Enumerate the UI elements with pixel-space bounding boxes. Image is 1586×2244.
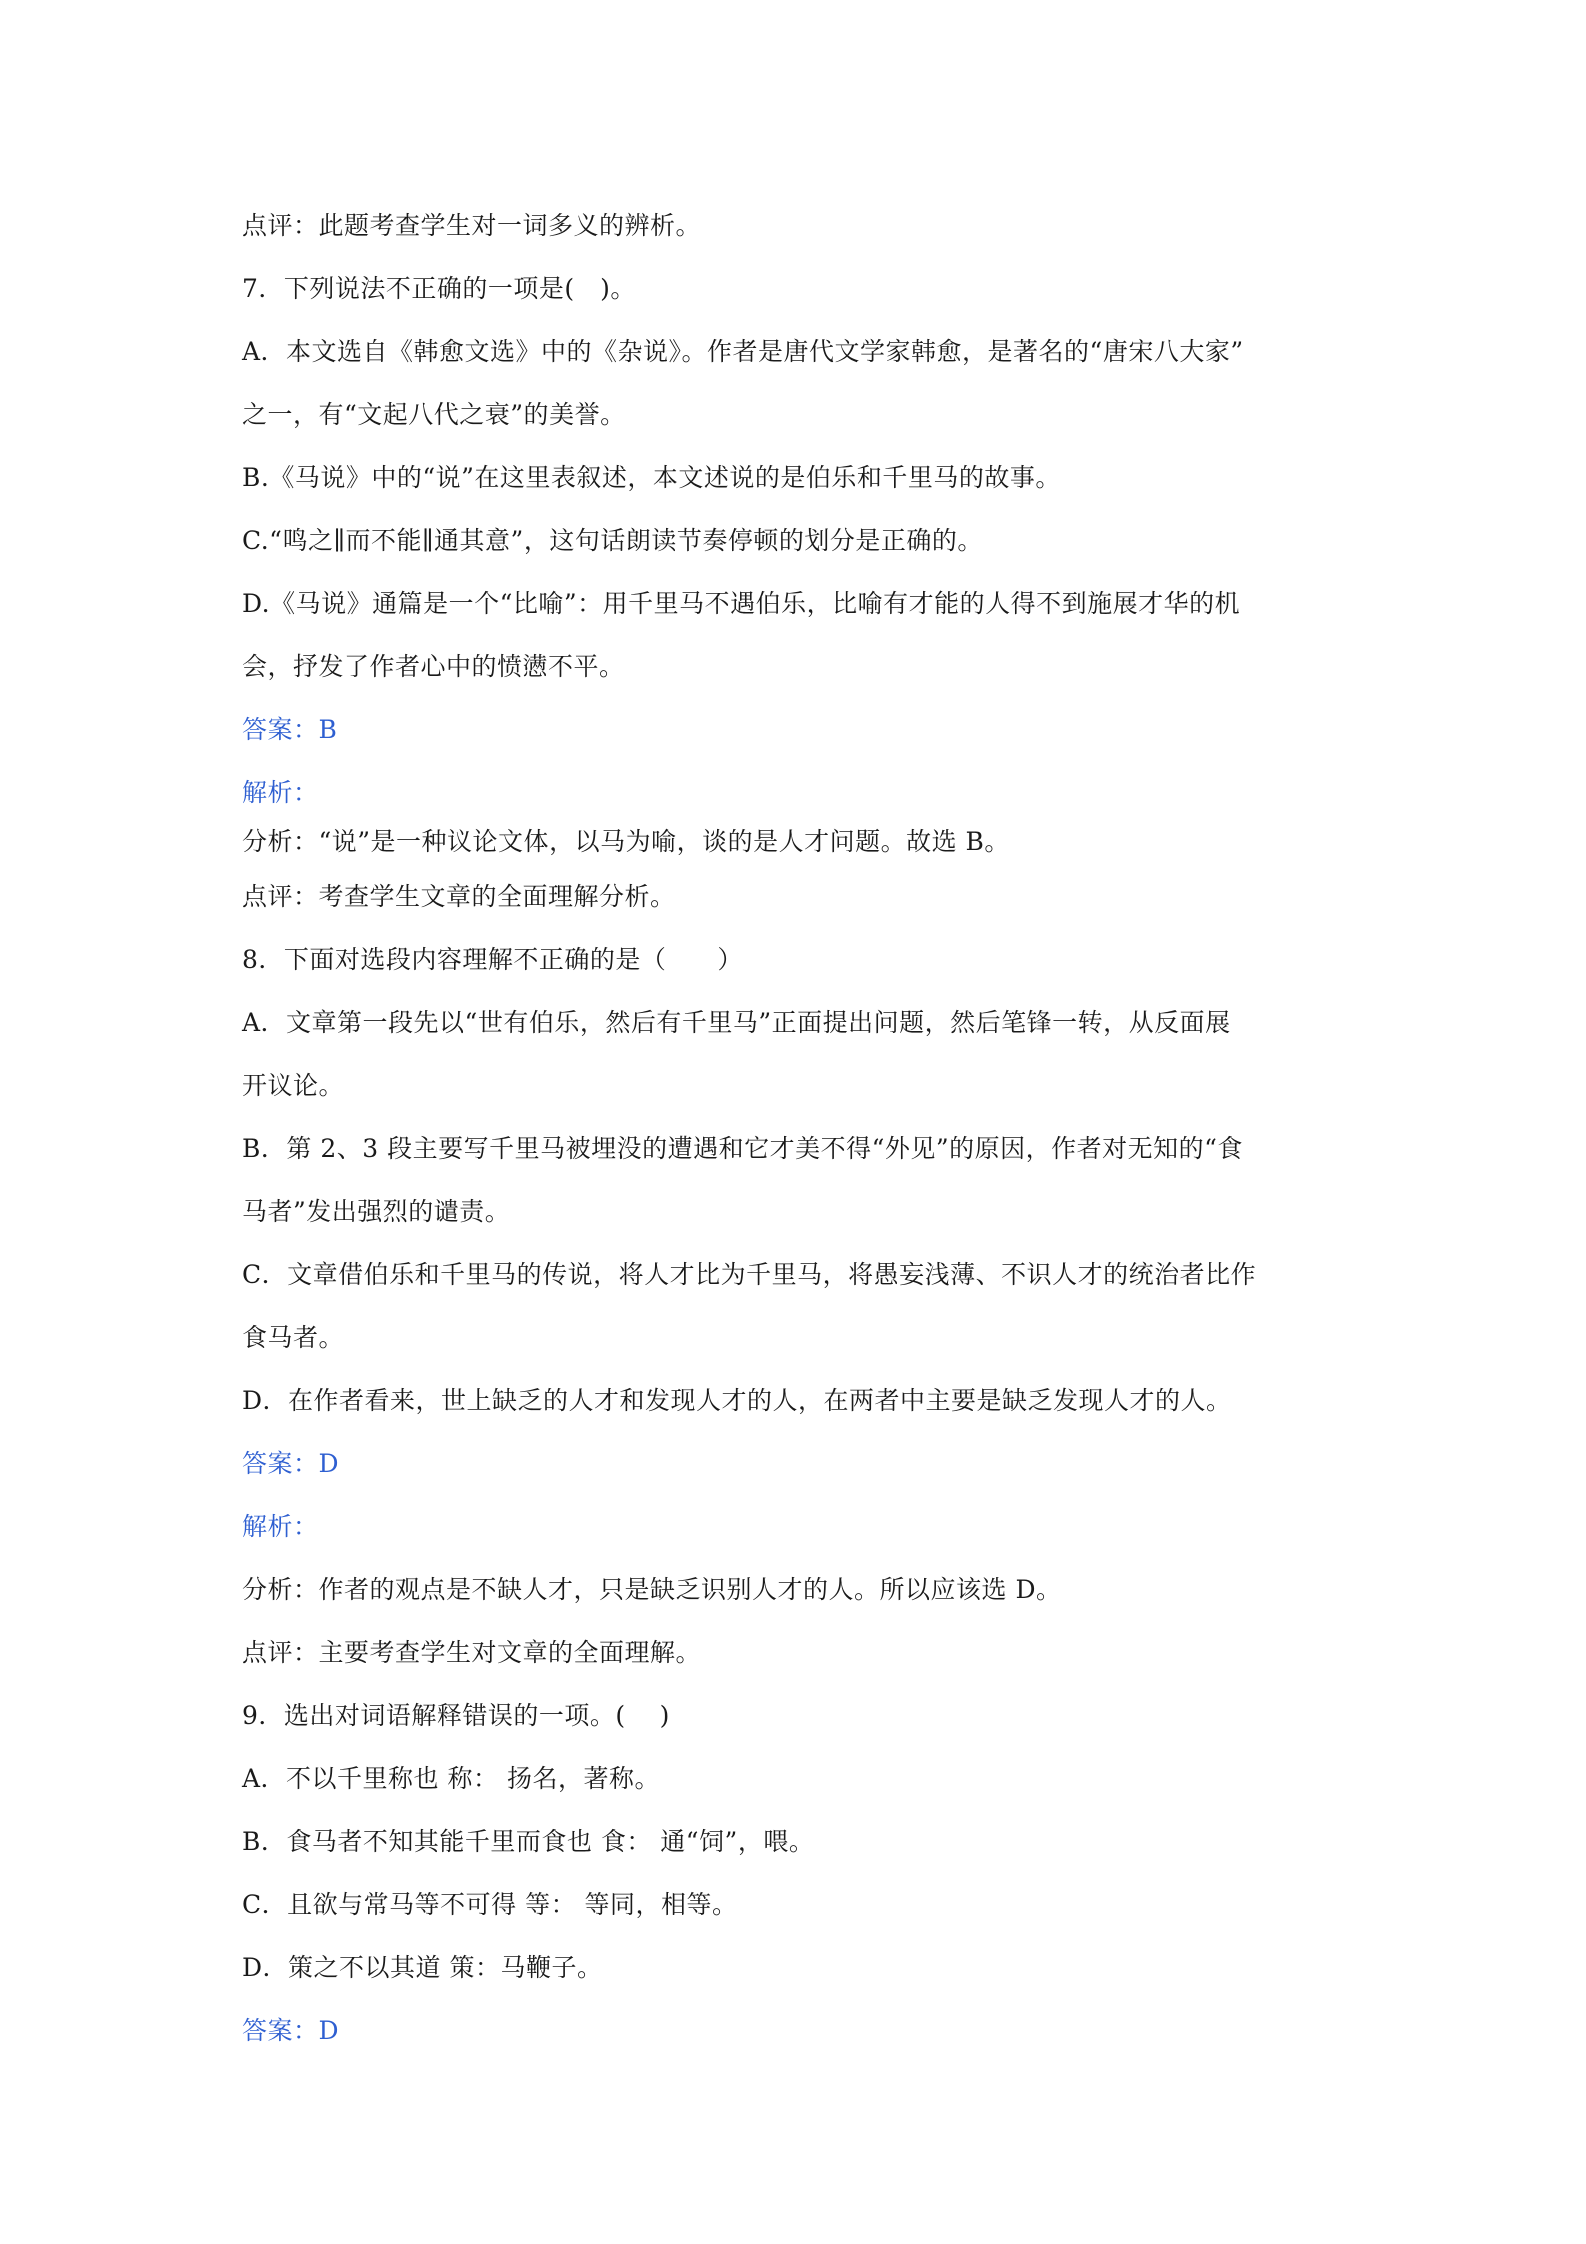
option-7a: A．本文选自《韩愈文选》中的《杂说》。作者是唐代文学家韩愈，是著名的“唐宋八大家” xyxy=(242,337,1244,366)
question-8: 8．下面对选段内容理解不正确的是（ ） xyxy=(242,945,743,974)
option-8c-cont: 食马者。 xyxy=(242,1323,345,1352)
answer-7: 答案：B xyxy=(242,715,338,744)
option-8a: A．文章第一段先以“世有伯乐，然后有千里马”正面提出问题，然后笔锋一转，从反面展 xyxy=(242,1008,1231,1037)
option-7c: C.“鸣之∥而不能∥通其意”，这句话朗读节奏停顿的划分是正确的。 xyxy=(242,526,983,555)
option-8d: D．在作者看来，世上缺乏的人才和发现人才的人，在两者中主要是缺乏发现人才的人。 xyxy=(242,1386,1232,1415)
option-9a: A．不以千里称也 称： 扬名，著称。 xyxy=(242,1764,660,1793)
analysis-label-7: 解析： xyxy=(242,778,319,807)
option-8b-cont: 马者”发出强烈的谴责。 xyxy=(242,1197,511,1226)
option-8c: C．文章借伯乐和千里马的传说，将人才比为千里马，将愚妄浅薄、不识人才的统治者比作 xyxy=(242,1260,1257,1289)
option-7b: B.《马说》中的“说”在这里表叙述，本文述说的是伯乐和千里马的故事。 xyxy=(242,463,1061,492)
option-7d-cont: 会，抒发了作者心中的愤懑不平。 xyxy=(242,652,625,681)
comment-line: 点评：此题考查学生对一词多义的辨析。 xyxy=(242,211,702,240)
answer-9: 答案：D xyxy=(242,2016,340,2045)
analysis-8: 分析：作者的观点是不缺人才，只是缺乏识别人才的人。所以应该选 D。 xyxy=(242,1575,1062,1604)
option-8b: B．第 2、3 段主要写千里马被埋没的遭遇和它才美不得“外见”的原因，作者对无知的“食 xyxy=(242,1134,1243,1163)
question-9: 9．选出对词语解释错误的一项。( ) xyxy=(242,1701,670,1730)
comment-8: 点评：主要考查学生对文章的全面理解。 xyxy=(242,1638,702,1667)
option-7a-cont: 之一，有“文起八代之衰”的美誉。 xyxy=(242,400,626,429)
analysis-label-8: 解析： xyxy=(242,1512,319,1541)
answer-8: 答案：D xyxy=(242,1449,340,1478)
analysis-7: 分析：“说”是一种议论文体，以马为喻，谈的是人才问题。故选 B。 xyxy=(242,827,1010,856)
option-9c: C．且欲与常马等不可得 等： 等同，相等。 xyxy=(242,1890,738,1919)
option-8a-cont: 开议论。 xyxy=(242,1071,345,1100)
option-9d: D．策之不以其道 策：马鞭子。 xyxy=(242,1953,603,1982)
option-7d: D.《马说》通篇是一个“比喻”：用千里马不遇伯乐，比喻有才能的人得不到施展才华的机 xyxy=(242,589,1241,618)
question-7: 7．下列说法不正确的一项是( )。 xyxy=(242,274,636,303)
comment-7: 点评：考查学生文章的全面理解分析。 xyxy=(242,882,676,911)
option-9b: B．食马者不知其能千里而食也 食： 通“饲”，喂。 xyxy=(242,1827,815,1856)
